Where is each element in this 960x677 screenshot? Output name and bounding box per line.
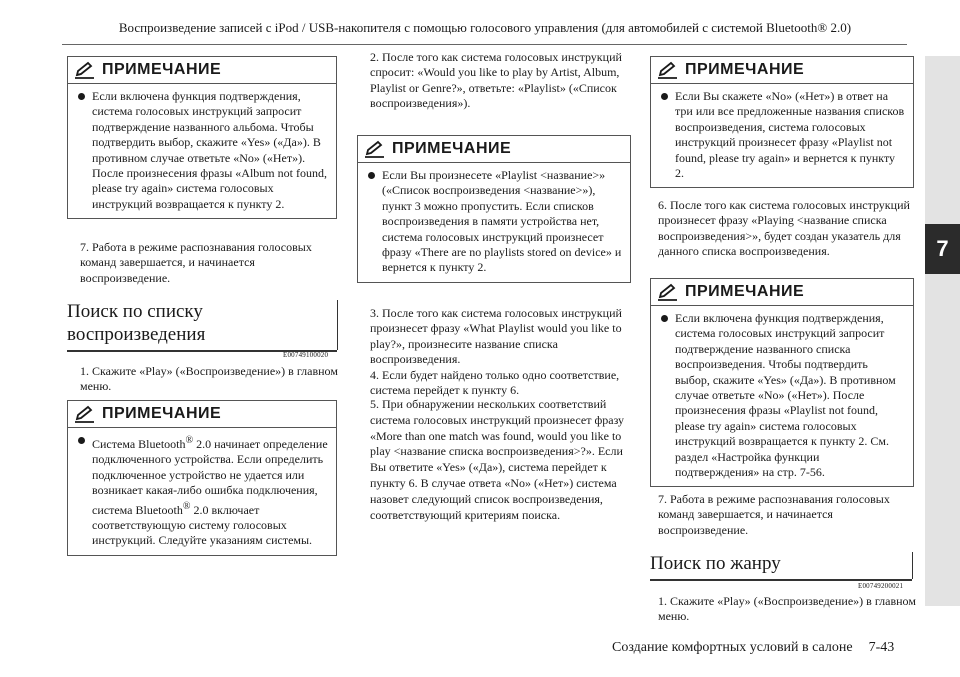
step-number: 1. [658,594,667,608]
registered-mark: ® [185,435,194,446]
note-body [68,84,336,218]
step-text: Скажите «Play» («Воспроизведение») в главном меню. [658,594,916,624]
step-text: Скажите «Play» («Воспроизведение») в главном меню. [80,364,338,394]
section-title [67,300,337,352]
bullet-icon [661,315,668,322]
bullet-icon [368,172,375,179]
section-title-line-1: Поиск по списку [67,301,203,322]
note-text: Если Вы произнесете «Playlist <название>» («Список воспроизведения <название>»), пункт 3 можно пропустить. Если списков воспроизведения в памяти устройства нет, система голосовых инструкций произнесет фразу «There are no playlists stored on device» и вернется к пункту 2. [382,168,622,275]
pencil-icon [657,61,679,79]
note-header [651,279,913,306]
note-text: Если Вы скажете «No» («Нет») в ответ на три или все предложенные названия списков воспроизведения, система голосовых инструкций произнесет фразу «Playlist not found, please try again» и вернется к пункту 2. [675,89,905,181]
section-code: E00749100020 [283,351,329,359]
section-title-bar [337,300,338,350]
note-text-3: 2.0 включает соответствующую систему голосовых инструкций. Следуйте указаниям системы. [92,502,313,548]
step-1 [80,364,340,395]
step-7 [658,492,916,538]
step-number: 3. [370,306,379,320]
step-text: При обнаружении нескольких соответствий система голосовых инструкций произнесет фразу «More than one match was found, would you like to play <название списка воспроизведения>?». Если Вы ответите «Yes» («Да»), система перейдет к пункту 6. В случае ответа «No» («Нет») система назовет следующий список воспроизведения, соответствующий критериям поиска. [370,397,625,522]
chapter-tab[interactable]: 7 [925,224,960,274]
step-text: После того как система голосовых инструкций произнесет фразу «What Playlist would you like to play?», произнесите название списка воспроизведения. [370,306,622,367]
step-text: Если будет найдено только одно соответствие, система перейдет к пункту 6. [370,368,620,398]
section-title-line-2: воспроизведения [67,324,206,345]
step-4 [370,368,632,399]
step-number: 2. [370,50,379,64]
header-divider [62,44,907,45]
note-body [651,84,913,187]
footer-section: Создание комфортных условий в салоне [612,640,853,655]
step-text: После того как система голосовых инструкций спросит: «Would you like to play by Artist, Album, Playlist or Genre?», ответьте: «Playlist» («Список воспроизведения»). [370,50,622,111]
side-tab-strip [925,56,960,606]
note-header [651,57,913,84]
note-box [67,56,337,219]
bullet-icon [78,93,85,100]
step-text: Работа в режиме распознавания голосовых команд завершается, и начинается воспроизведение. [80,240,312,285]
step-3 [370,306,632,368]
note-text-1: Система Bluetooth [92,437,186,451]
step-6 [658,198,916,260]
step-number: 5. [370,397,379,411]
note-text: Если включена функция подтверждения, система голосовых инструкций запросит подтверждение названного списка воспроизведения. Чтобы подтвердить выбор, скажите «Yes» («Да»). В противном случае ответьте «No» («Нет»). После произнесения фразы «Playlist not found, please try again» система голосовых инструкций возвращается к пункту 2. См. раздел «Настройка функции подтверждения» на стр. 7-56. [675,311,896,480]
section-title-text: Поиск по жанру [650,553,781,574]
step-5 [370,397,632,523]
note-label: ПРИМЕЧАНИЕ [685,283,805,300]
note-body [68,428,336,555]
bullet-icon [78,437,85,444]
step-7 [80,240,340,286]
step-text: Работа в режиме распознавания голосовых команд завершается, и начинается воспроизведение. [658,492,890,537]
step-number: 4. [370,368,379,382]
note-header [68,401,336,428]
note-label: ПРИМЕЧАНИЕ [102,61,222,78]
bullet-icon [661,93,668,100]
note-box [357,135,631,283]
note-text-2: 2.0 начинает определение подключенного устройства. Если определить подключенное устройство не удается или возникает какая-либо ошибка подключения, система Bluetooth [92,437,328,517]
note-box [650,56,914,188]
page-footer [612,640,894,656]
note-body [358,163,630,282]
step-number: 7. [658,492,667,506]
step-2 [370,50,632,112]
step-1 [658,594,916,625]
pencil-icon [74,61,96,79]
step-number: 7. [80,240,89,254]
note-label: ПРИМЕЧАНИЕ [685,61,805,78]
section-code: E00749200021 [858,582,904,590]
page-number: 7-43 [868,640,895,655]
step-number: 1. [80,364,89,378]
section-title [650,552,912,581]
pencil-icon [657,283,679,301]
note-label: ПРИМЕЧАНИЕ [102,405,222,422]
pencil-icon [364,140,386,158]
note-label: ПРИМЕЧАНИЕ [392,140,512,157]
note-box [67,400,337,556]
note-body [651,306,913,486]
step-number: 6. [658,198,667,212]
pencil-icon [74,405,96,423]
registered-mark: ® [182,500,191,512]
step-text: После того как система голосовых инструкций произнесет фразу «Playing <название списка воспроизведения>», будет создан указатель для данного списка воспроизведения. [658,198,910,259]
note-text: Если включена функция подтверждения, система голосовых инструкций запросит подтверждение названного альбома. Чтобы подтвердить выбор, скажите «Yes» («Да»). В противном случае ответьте «No» («Нет»). После произнесения фразы «Album not found, please try again» система голосовых инструкций возвращается к пункту 2. [92,89,327,211]
section-title-bar [912,552,913,579]
note-header [358,136,630,163]
note-header [68,57,336,84]
page-header: Воспроизведение записей с iPod / USB-накопителя с помощью голосового управления (для автомобилей с системой Bluetooth® 2.0) [118,20,852,35]
note-box [650,278,914,487]
